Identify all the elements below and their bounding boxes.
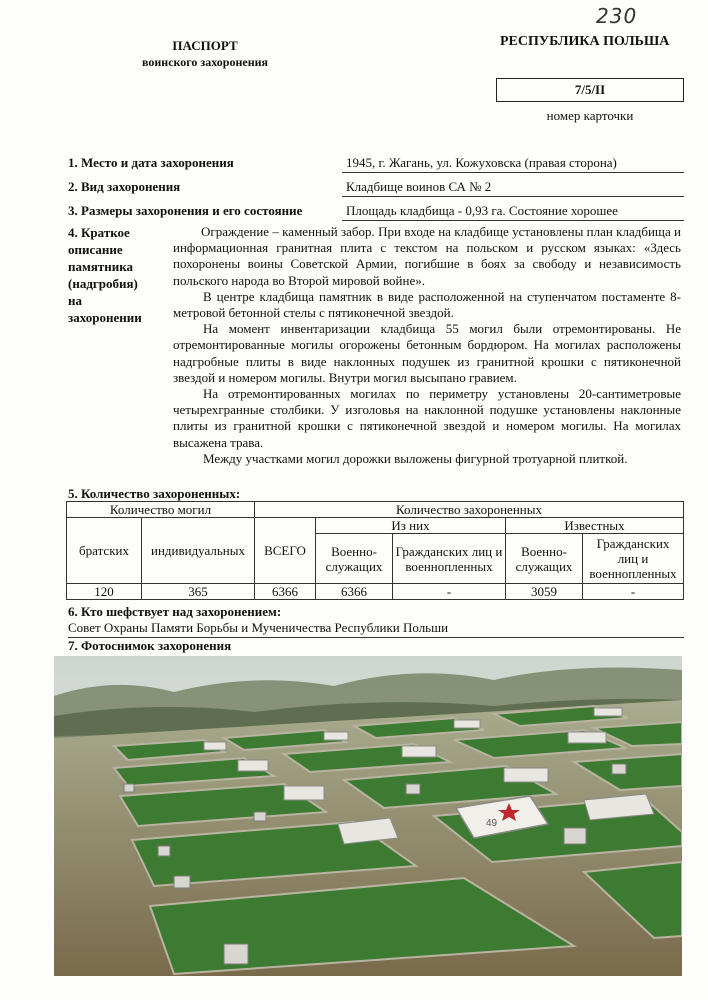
burials-table xyxy=(66,501,684,600)
label-line: (надгробия) xyxy=(68,276,138,291)
table-cell: - xyxy=(393,584,506,600)
description-paragraph: Между участками могил дорожки выложены фигурной тротуарной плиткой. xyxy=(203,450,628,466)
field-value: 1945, г. Жагань, ул. Кожуховска (правая сторона) xyxy=(342,152,684,173)
cemetery-photo xyxy=(54,656,682,976)
table-cell: 120 xyxy=(67,584,142,600)
handwritten-page-number: 230 xyxy=(596,4,638,28)
field-label: 2. Вид захоронения xyxy=(68,179,181,194)
col-header: Гражданских лиц и военнопленных xyxy=(393,534,506,584)
field-size-condition xyxy=(68,200,684,222)
graves-header: Количество могил xyxy=(67,502,255,518)
passport-title: ПАСПОРТ xyxy=(172,38,238,53)
passport-subtitle: воинского захоронения xyxy=(141,55,269,69)
col-header: ВСЕГО xyxy=(255,518,316,584)
col-header: Военно-служащих xyxy=(316,534,393,584)
description-paragraph: На отремонтированных могилах по периметру установлены 20-сантиметровые четырехгранные столбики. У изголовья на наклонной подушке установлены наклонные плиты из гранитной крошки с пятиконечной звездой и номером могилы. На могилах высажена трава. xyxy=(173,386,681,450)
buried-header: Количество захороненных xyxy=(255,502,684,518)
col-header: Гражданских лиц и военнопленных xyxy=(583,534,684,584)
table-cell: 6366 xyxy=(316,584,393,600)
patronage-value: Совет Охраны Памяти Борьбы и Мученичества Республики Польши xyxy=(68,620,684,638)
field-value: Площадь кладбища - 0,93 га. Состояние хорошее xyxy=(342,200,684,221)
field-label: 1. Место и дата захоронения xyxy=(68,155,234,170)
card-number-box: 7/5/II xyxy=(496,78,684,102)
description-text xyxy=(173,224,681,467)
label-line: памятника xyxy=(68,259,134,274)
of-them-header: Из них xyxy=(316,518,506,534)
card-number-caption: номер карточки xyxy=(546,108,634,123)
description-label xyxy=(68,224,168,326)
section-patronage-title: 6. Кто шефствует над захоронением: xyxy=(68,604,282,619)
description-paragraph: На момент инвентаризации кладбища 55 могил были отремонтированы. Не отремонтированные могилы огорожены бетонным бордюром. На могилах расположены надгробные плиты в виде наклонных подушек из гранитной крошки с пятиконечной звездой и номером могилы. Внутри могил высыпано гравием. xyxy=(173,321,681,385)
description-paragraph: В центре кладбища памятник в виде расположенной на ступенчатом постаменте 8-метровой бетонной стелы с пятиконечной звездой. xyxy=(173,288,681,321)
label-line: описание xyxy=(68,242,123,257)
section-photo-title: 7. Фотоснимок захоронения xyxy=(68,638,232,653)
grave-number: 49 xyxy=(486,818,498,829)
country-heading: РЕСПУБЛИКА ПОЛЬША xyxy=(500,34,670,49)
col-header: Военно-служащих xyxy=(506,534,583,584)
col-header: братских xyxy=(67,518,142,584)
section-quantity-title: 5. Количество захороненных: xyxy=(68,486,241,501)
label-line: 4. Краткое xyxy=(68,225,130,240)
table-cell: - xyxy=(583,584,684,600)
passport-title-block xyxy=(120,38,290,70)
field-label: 3. Размеры захоронения и его состояние xyxy=(68,203,303,218)
description-paragraph: Ограждение – каменный забор. При входе на кладбище установлены план кладбища и информационная гранитная плита с текстом на польском и русском языках: «Здесь похоронены воины Советской Армии, погибшие в боях за свободу и независимость польского народа во Второй мировой войне». xyxy=(173,224,681,288)
field-location-date xyxy=(68,152,684,174)
table-cell: 6366 xyxy=(255,584,316,600)
field-burial-type xyxy=(68,176,684,198)
table-cell: 365 xyxy=(142,584,255,600)
field-value: Кладбище воинов СА № 2 xyxy=(342,176,684,197)
table-cell: 3059 xyxy=(506,584,583,600)
col-header: индивидуальных xyxy=(142,518,255,584)
label-line: захоронении xyxy=(68,310,142,325)
known-header: Известных xyxy=(506,518,684,534)
label-line: на xyxy=(68,293,82,308)
